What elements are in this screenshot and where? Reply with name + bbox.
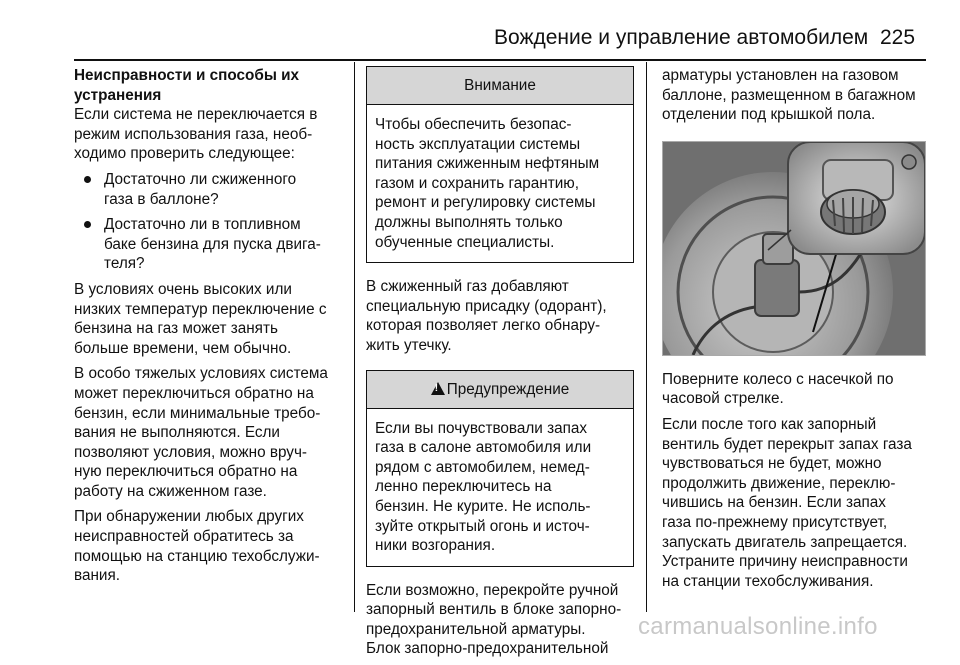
bullet-dot-icon <box>84 176 91 183</box>
watermark: carmanualsonline.info <box>638 613 878 640</box>
paragraph: В условиях очень высоких или низких температур переключение с бензина на газ может занять больше времени, чем обычно. <box>74 280 327 357</box>
notice-box <box>366 66 634 263</box>
warning-box <box>366 370 634 567</box>
warning-triangle-icon <box>431 382 445 395</box>
paragraph: Если возможно, перекройте ручной запорный вентиль в блоке запорно- предохранительной арматуры. Блок запорно-предохранительной <box>366 581 622 658</box>
shutoff-valve-illustration <box>662 141 926 356</box>
column-3 <box>662 66 930 597</box>
warning-body: Если вы почувствовали запах газа в салоне автомобиля или рядом с автомобилем, немед- ленно переключитесь на бензин. Не курите. Не исполь- зуйте открытый огонь и источ- ники возгорания. <box>375 419 592 555</box>
paragraph: В сжиженный газ добавляют специальную присадку (одорант), которая позволяет легко обнару- жить утечку. <box>366 278 607 354</box>
page-number: 225 <box>880 26 916 49</box>
column-divider-1 <box>354 62 355 612</box>
paragraph: При обнаружении любых других неисправностей обратитесь за помощью на станцию техобслужи- вания. <box>74 508 320 585</box>
paragraph: В особо тяжелых условиях система может переключиться обратно на бензин, если минимальные требо- вания не выполняются. Если позволяют условия, можно вруч- ную переключиться обратно на работу на сжиженном газе. <box>74 365 328 500</box>
paragraph: Если после того как запорный вентиль будет перекрыт запах газа чувствоваться не будет, можно продолжить движение, переклю- чившись на бензин. Если запах газа по-прежнему присутствует, запускать двигатель запрещается. Устраните причину неисправности на станции техобслуживания. <box>662 415 912 590</box>
column-divider-2 <box>646 62 647 612</box>
intro-paragraph: Если система не переключается в режим использования газа, необ- ходимо проверить следующее: <box>74 106 318 163</box>
page-header <box>0 0 960 62</box>
paragraph: арматуры установлен на газовом баллоне, размещенном в багажном отделении под крышкой пола. <box>662 67 916 124</box>
warning-title: Предупреждение <box>446 380 570 398</box>
bullet-item: Достаточно ли сжиженного газа в баллоне? <box>74 170 346 209</box>
bullet-dot-icon <box>84 221 91 228</box>
column-2 <box>366 66 634 665</box>
section-heading: Неисправности и способы их устранения <box>74 67 300 104</box>
bullet-item: Достаточно ли в топливном баке бензина для пуска двига- теля? <box>74 215 346 274</box>
valve-illustration-icon <box>663 142 925 355</box>
header-rule <box>74 59 926 61</box>
notice-body: Чтобы обеспечить безопас- ность эксплуатации системы питания сжиженным нефтяным газом и сохранить гарантию, ремонт и регулировку системы должны выполнять только обученные специалисты. <box>375 116 600 251</box>
column-1 <box>74 66 346 592</box>
notice-title: Внимание <box>367 67 633 105</box>
paragraph: Поверните колесо с насечкой по часовой стрелке. <box>662 370 894 408</box>
header-title: Вождение и управление автомобилем <box>494 26 869 49</box>
warning-header <box>367 371 633 409</box>
